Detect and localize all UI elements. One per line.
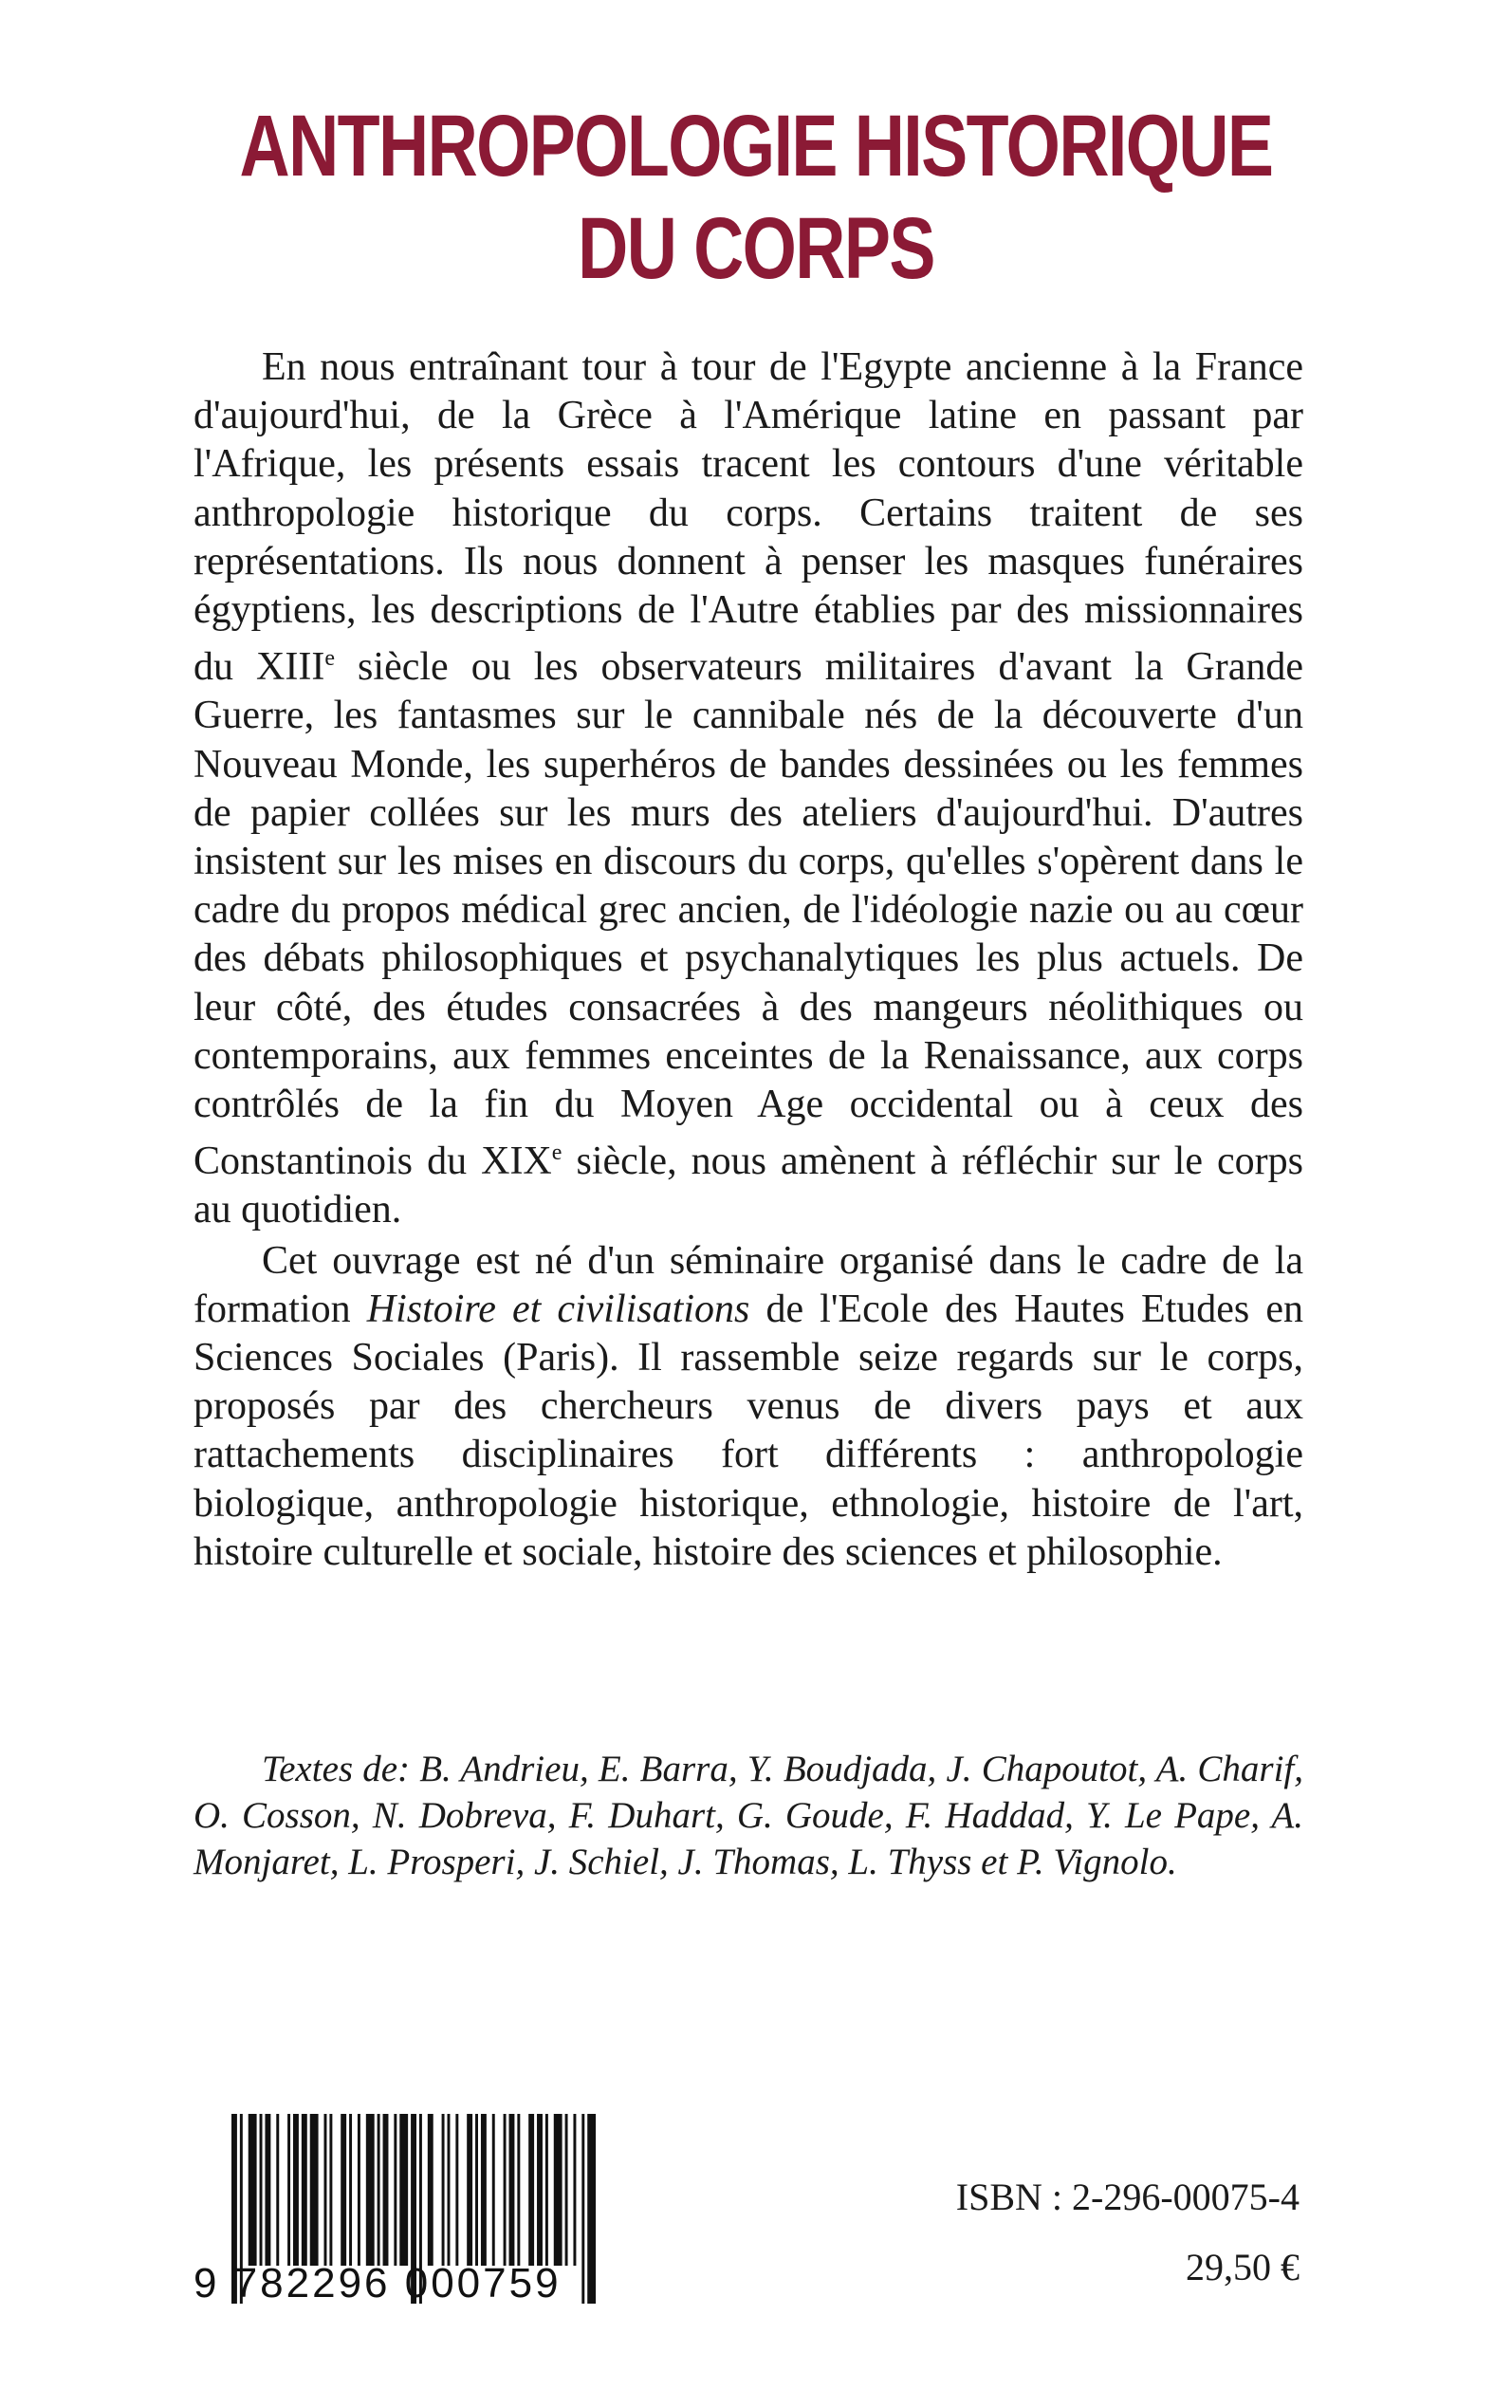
barcode-bar — [428, 2114, 433, 2266]
blurb-paragraph-1 — [194, 343, 1303, 1235]
blurb-text: En nous entraînant tour à tour de l'Egypte ancienne à la France d'aujourd'hui, de la Grèce à l'Amérique latine en passant par l'Afrique, les présents essais tracent les contours d'une véritable anthropologie historique du corps. Certains traitent de ses représentations. Ils nous donnent à penser les masques funéraires égyptiens, les descriptions de l'Autre établies par des missionnaires du XIII — [194, 345, 1303, 690]
barcode-digits: 9 782296 000759 — [194, 2260, 562, 2306]
barcode-bar — [287, 2114, 290, 2266]
barcode-bar — [573, 2114, 576, 2266]
barcode-bar — [249, 2114, 257, 2266]
blurb — [194, 343, 1303, 1577]
barcode-bar — [528, 2114, 534, 2266]
barcode-bar — [260, 2114, 263, 2266]
book-title-line-2: DU CORPS — [578, 200, 934, 297]
barcode-bar — [358, 2114, 360, 2266]
blurb-italic-title: Histoire et civilisations — [366, 1287, 750, 1331]
barcode-bar — [329, 2114, 332, 2266]
barcode-bar — [276, 2114, 279, 2266]
blurb-text: Cet ouvrage est né d'un séminaire organisé dans le cadre de la formation — [194, 1238, 1303, 1331]
barcode-bar — [310, 2114, 319, 2266]
barcode-bar — [504, 2114, 507, 2266]
blurb-text: siècle ou les observateurs militaires d'avant la Grande Guerre, les fantasmes sur le cannibale nés de la découverte d'un Nouveau Monde, les superhéros de bandes dessinées ou les femmes de papier collées sur les murs des ateliers d'aujourd'hui. D'autres insistent sur les mises en discours du corps, qu'elles s'opèrent dans le cadre du propos médical grec ancien, de l'idéologie nazie ou au cœur des débats philosophiques et psychanalytiques les plus actuels. De leur côté, des études consacrées à des mangeurs néolithiques ou contemporains, aux femmes enceintes de la Renaissance, aux corps contrôlés de la fin du Moyen Age occidental ou à ceux des Constantinois du XIX — [194, 645, 1303, 1184]
barcode-bar — [475, 2114, 478, 2266]
barcode-bar — [442, 2114, 445, 2266]
superscript: e — [551, 1140, 562, 1166]
barcode-bar — [448, 2114, 451, 2266]
barcode-bar — [394, 2114, 396, 2266]
barcode-bar — [349, 2114, 352, 2266]
barcode-bar — [383, 2114, 389, 2266]
barcode-bar — [302, 2114, 307, 2266]
book-title-line-1: ANTHROPOLOGIE HISTORIQUE — [239, 98, 1273, 194]
isbn: ISBN : 2-296-00075-4 — [955, 2176, 1300, 2218]
book-title — [151, 95, 1360, 300]
barcode-bar — [455, 2114, 458, 2266]
barcode-bar — [341, 2114, 346, 2266]
barcode-bar — [481, 2114, 487, 2266]
blurb-text: de l'Ecole des Hautes Etudes en Sciences Sociales (Paris). Il rassemble seize regards sur le corps, proposés par des chercheurs venus de divers pays et aux rattachements disciplinaires fort différents : anthropologie biologique, anthropologie historique, ethnologie, histoire de l'art, histoire culturelle et sociale, histoire des sciences et philosophie. — [194, 1287, 1303, 1574]
barcode-bar — [492, 2114, 495, 2266]
barcode-bar — [399, 2114, 408, 2266]
price: 29,50 € — [1186, 2246, 1300, 2288]
barcode-bar — [265, 2114, 270, 2266]
barcode-bar — [545, 2114, 548, 2266]
barcode-bar — [509, 2114, 515, 2266]
blurb-paragraph-2 — [194, 1237, 1303, 1577]
superscript: e — [324, 646, 335, 672]
barcode-bar — [554, 2114, 562, 2266]
barcode-bar — [517, 2114, 520, 2266]
authors-list: Textes de: B. Andrieu, E. Barra, Y. Boudjada, J. Chapoutot, A. Charif, O. Cosson, N. Dobreva, F. Duhart, G. Goude, F. Haddad, Y. Le Pape, A. Monjaret, L. Prosperi, J. Schiel, J. Thomas, L. Thyss et P. Vignolo. — [194, 1749, 1303, 1882]
barcode-bar — [537, 2114, 543, 2266]
blurb-text: siècle, nous amènent à réfléchir sur le corps au quotidien. — [194, 1139, 1303, 1232]
barcode-bar — [378, 2114, 380, 2266]
barcode-bar — [366, 2114, 375, 2266]
barcode-bar — [467, 2114, 472, 2266]
barcode-bar — [324, 2114, 327, 2266]
barcode-bar — [293, 2114, 299, 2266]
barcode-bar — [565, 2114, 568, 2266]
